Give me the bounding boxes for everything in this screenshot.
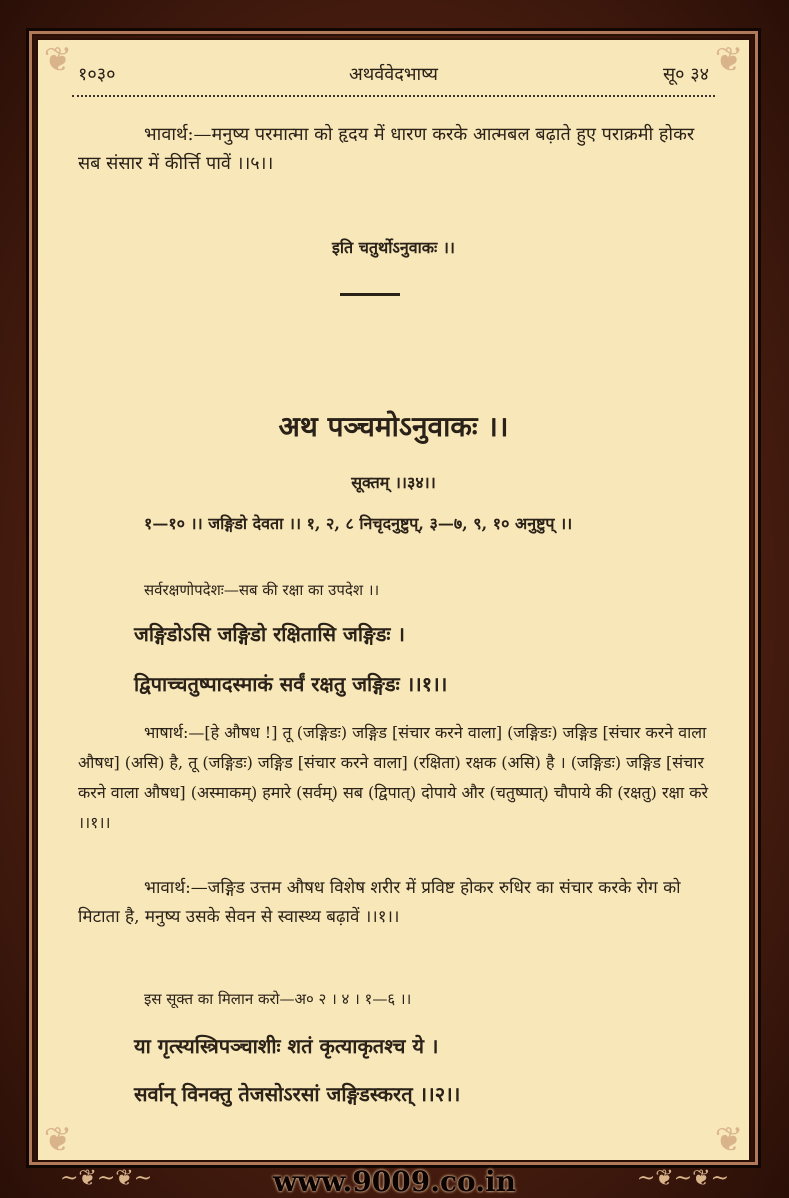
- sukta-reference: सू० ३४: [663, 64, 709, 85]
- page-header: [78, 60, 709, 90]
- upadesh-line: सर्वरक्षणोपदेशः—सब की रक्षा का उपदेश ।।: [144, 581, 380, 599]
- verse1-line2: द्विपाच्चतुष्पादस्माकं सर्वं रक्षतु जङ्गिडः ।।१।।: [134, 672, 448, 696]
- section-divider: [340, 293, 400, 296]
- ornament-right: ~❦~❦~: [636, 1166, 729, 1191]
- book-page: [38, 40, 749, 1160]
- corner-ornament: ❦: [714, 1120, 744, 1160]
- corner-ornament: ❦: [43, 1120, 73, 1160]
- corner-ornament: ❦: [714, 40, 744, 80]
- page-number: १०३०: [78, 64, 116, 85]
- iti-line: इति चतुर्थोऽनुवाकः ।।: [332, 238, 455, 257]
- bhavarth-paragraph: भावार्थ:—जङ्गिड उत्तम औषध विशेष शरीर में प्रविष्ट होकर रुधिर का संचार करके रोग को मिटाता है, मनुष्य उसके सेवन से स्वास्थ्य बढ़ावें ।।१।।: [78, 878, 681, 927]
- milan-line: इस सूक्त का मिलान करो—अ० २ । ४ । १—६ ।।: [144, 990, 412, 1008]
- verse2-line2: सर्वान् विनक्तु तेजसोऽरसां जङ्गिडस्करत् ।।२।।: [134, 1082, 461, 1106]
- corner-ornament: ❦: [43, 40, 73, 80]
- bhashaarth-paragraph: भाषार्थ:—[हे औषध !] तू (जङ्गिडः) जङ्गिड [संचार करने वाला] (जङ्गिडः) जङ्गिड [संचार करने वाला औषध] (असि) है, तू (जङ्गिडः) जङ्गिड [संचार करने वाला] (रक्षिता) रक्षक (असि) है । (जङ्गिडः) जङ्गिड [संचार करने वाला औषध] (अस्माकम्) हमारे (सर्वम्) सब (द्विपात्) दोपाये और (चतुष्पात्) चौपाये की (रक्षतु) रक्षा करे ।।१।।: [78, 723, 709, 832]
- website-watermark: www.9009.co.in: [273, 1165, 516, 1198]
- ornament-left: ~❦~❦~: [60, 1166, 153, 1191]
- sukta-heading: सूक्तम् ।।३४।।: [351, 473, 436, 492]
- devata-line: १—१० ।। जङ्गिडो देवता ।। १, २, ८ निचृदनुष्टुप्, ३—७, ९, १० अनुष्टुप् ।।: [144, 514, 573, 533]
- header-divider: [72, 95, 715, 97]
- book-title: अथर्ववेदभाष्य: [349, 64, 438, 85]
- verse1-line1: जङ्गिडोऽसि जङ्गिडो रक्षितासि जङ्गिडः ।: [134, 622, 405, 646]
- section-heading: अथ पञ्चमोऽनुवाकः ।।: [278, 410, 509, 443]
- bhavarth-paragraph-prev: भावार्थ:—मनुष्य परमात्मा को हृदय में धारण करके आत्मबल बढ़ाते हुए पराक्रमी होकर सब संसार में कीर्त्ति पावें ।।५।।: [78, 124, 695, 174]
- verse2-line1: या गृत्स्यस्त्रिपञ्चाशीः शतं कृत्याकृतश्च ये ।: [134, 1034, 439, 1058]
